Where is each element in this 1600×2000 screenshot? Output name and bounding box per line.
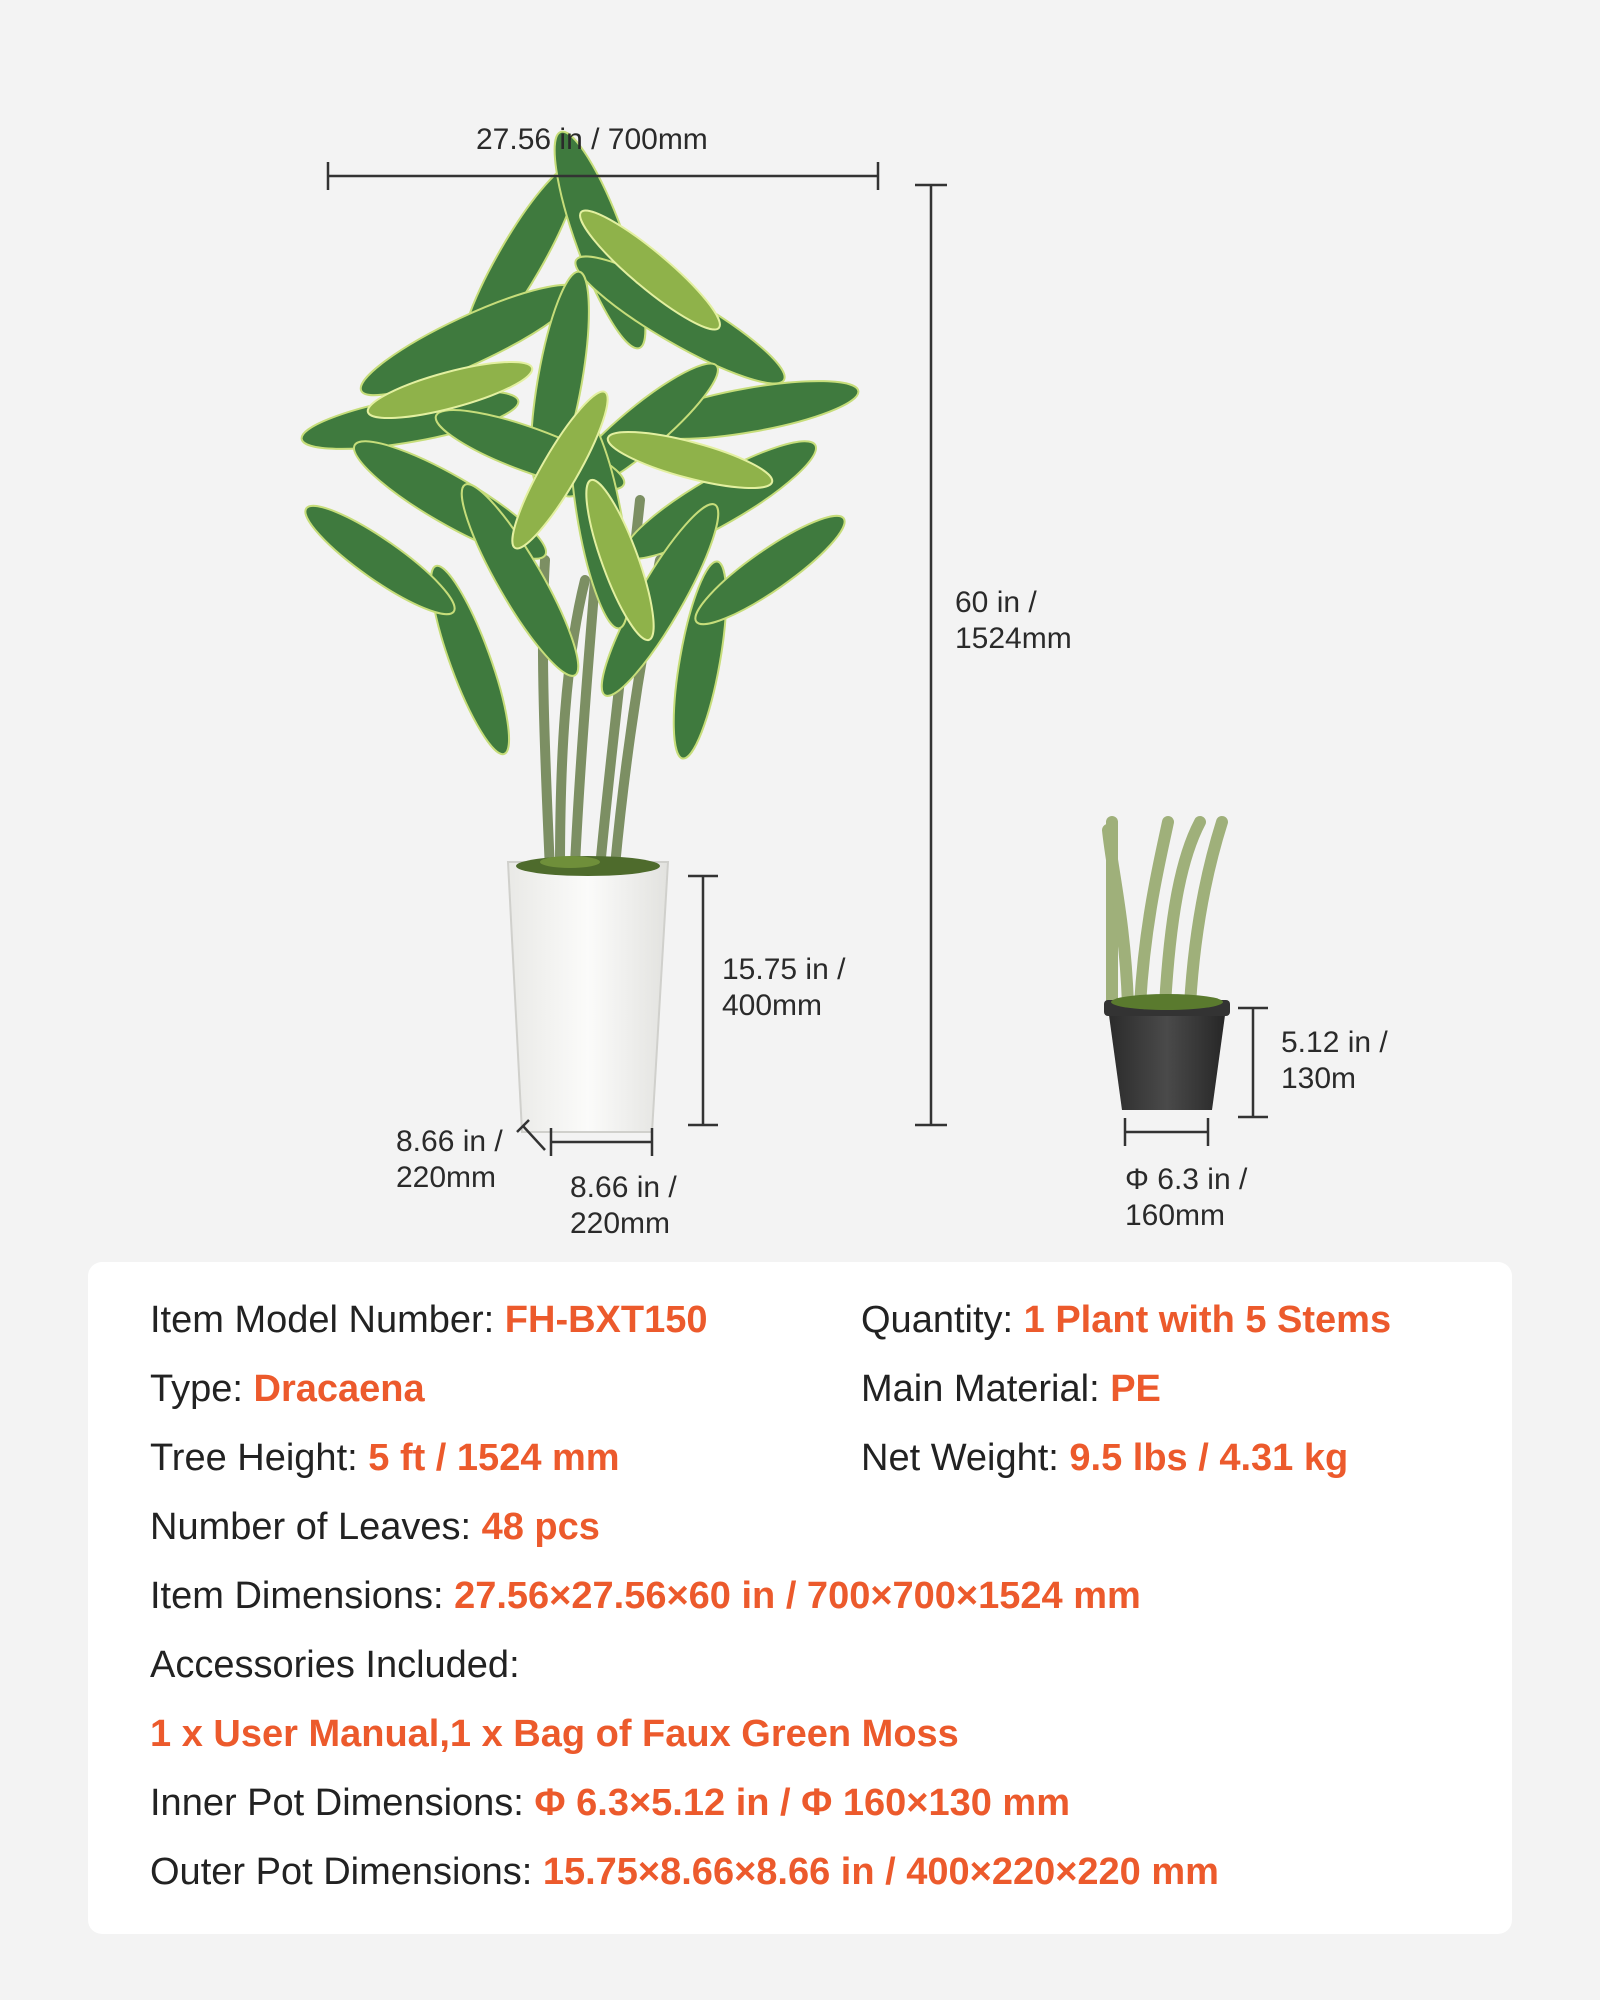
spec-inner-pot-label: Inner Pot Dimensions:: [150, 1782, 535, 1824]
spec-tree-height-value: 5 ft / 1524 mm: [368, 1437, 620, 1479]
spec-item-dimensions-label: Item Dimensions:: [150, 1575, 455, 1617]
outer-pot: [508, 856, 668, 1132]
spec-quantity: [861, 1298, 1391, 1342]
height-dimension-label: 60 in / 1524mm: [955, 586, 1072, 655]
width-dimension-label: 27.56 in / 700mm: [476, 123, 708, 156]
spec-model: [150, 1298, 708, 1342]
spec-net-weight: [861, 1436, 1348, 1480]
spec-quantity-label: Quantity:: [861, 1299, 1024, 1341]
spec-leaves: [150, 1505, 600, 1549]
inner-pot-diameter-label: Φ 6.3 in / 160mm: [1125, 1163, 1248, 1232]
spec-inner-pot-value: Φ 6.3×5.12 in / Φ 160×130 mm: [534, 1782, 1071, 1824]
spec-type-value: Dracaena: [253, 1368, 425, 1410]
spec-outer-pot: [150, 1850, 1219, 1894]
outer-pot-depth-label: 8.66 in / 220mm: [396, 1125, 503, 1194]
outer-pot-height-label: 15.75 in / 400mm: [722, 953, 846, 1022]
spec-outer-pot-label: Outer Pot Dimensions:: [150, 1851, 543, 1893]
spec-outer-pot-value: 15.75×8.66×8.66 in / 400×220×220 mm: [542, 1851, 1219, 1893]
spec-material-value: PE: [1110, 1368, 1161, 1410]
spec-leaves-label: Number of Leaves:: [150, 1506, 482, 1548]
spec-material: [861, 1367, 1161, 1411]
spec-type: [150, 1367, 425, 1411]
spec-inner-pot: [150, 1781, 1070, 1825]
spec-quantity-value: 1 Plant with 5 Stems: [1023, 1299, 1392, 1341]
inner-pot: [1104, 822, 1230, 1110]
spec-accessories-text: 1 x User Manual,1 x Bag of Faux Green Moss: [150, 1713, 959, 1755]
spec-net-weight-value: 9.5 lbs / 4.31 kg: [1069, 1437, 1349, 1479]
spec-item-dimensions: [150, 1574, 1141, 1618]
spec-accessories-label: Accessories Included:: [150, 1644, 520, 1686]
outer-pot-width-label: 8.66 in / 220mm: [570, 1171, 677, 1240]
spec-material-label: Main Material:: [861, 1368, 1111, 1410]
inner-pot-height-label: 5.12 in / 130m: [1281, 1026, 1388, 1095]
spec-type-label: Type:: [150, 1368, 254, 1410]
spec-item-dimensions-value: 27.56×27.56×60 in / 700×700×1524 mm: [454, 1575, 1141, 1617]
spec-tree-height: [150, 1436, 620, 1480]
plant-leaves: [295, 124, 862, 762]
spec-leaves-value: 48 pcs: [481, 1506, 600, 1548]
spec-model-value: FH-BXT150: [504, 1299, 708, 1341]
spec-tree-height-label: Tree Height:: [150, 1437, 369, 1479]
spec-accessories-value: [150, 1712, 959, 1756]
spec-net-weight-label: Net Weight:: [861, 1437, 1070, 1479]
specifications-card: [88, 1262, 1512, 1934]
spec-model-label: Item Model Number:: [150, 1299, 505, 1341]
